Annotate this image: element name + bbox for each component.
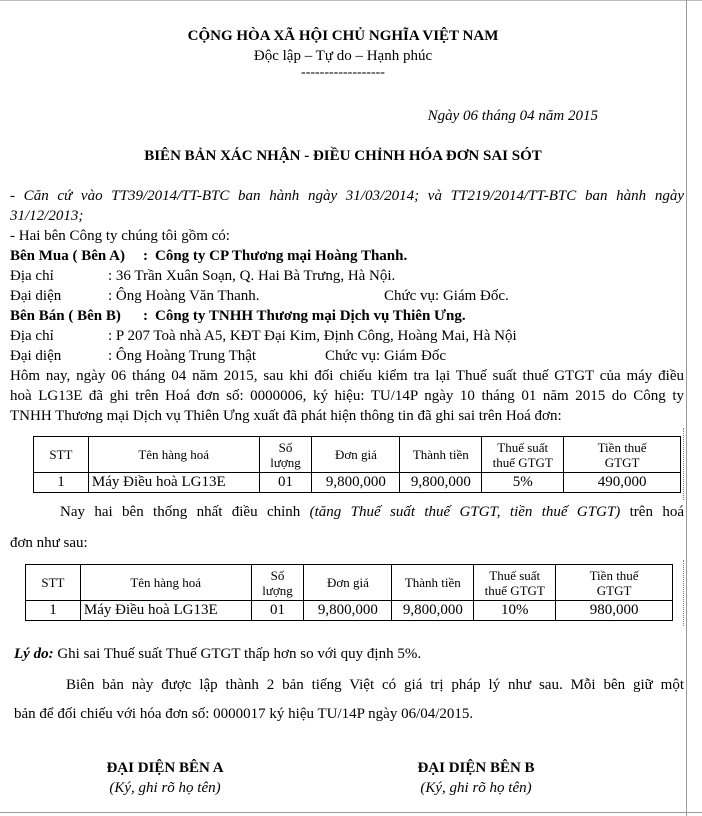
column-header-vat-rate-2: thuế GTGT: [492, 454, 553, 470]
cell-vat-rate: 5%: [482, 473, 564, 493]
column-header-vat-rate-1: Thuế suất: [489, 567, 541, 583]
column-header-amount: Thành tiền: [392, 565, 474, 601]
column-header-price: Đơn giá: [304, 565, 392, 601]
column-header-vat-amount: [556, 565, 673, 601]
statement-line-1: Hôm nay, ngày 06 tháng 04 năm 2015, sau khi đối chiếu kiểm tra lại Thuế suất thuế GTGT của máy điều: [10, 368, 684, 384]
cell-price: 9,800,000: [304, 601, 392, 621]
table-row: [26, 601, 673, 621]
conclusion-line-2: bản để đối chiếu với hóa đơn số: 0000017 ký hiệu TU/14P ngày 06/04/2015.: [14, 706, 474, 722]
document-title: BIÊN BẢN XÁC NHẬN - ĐIỀU CHỈNH HÓA ĐƠN SAI SÓT: [144, 148, 542, 164]
party-b-rep: : Ông Hoàng Trung Thật: [108, 348, 257, 364]
signature-a-note: (Ký, ghi rõ họ tên): [109, 780, 221, 796]
original-invoice-table: [33, 436, 681, 493]
column-header-vat-rate: [482, 437, 564, 473]
party-b-rep-label: Đại diện: [10, 348, 62, 364]
cell-name: Máy Điều hoà LG13E: [80, 601, 251, 621]
column-header-vat-amount-1: Tiền thuế: [589, 567, 639, 583]
party-b-address: : P 207 Toà nhà A5, KĐT Đại Kim, Định Công, Hoàng Mai, Hà Nội: [108, 328, 517, 344]
column-header-qty: [251, 565, 304, 601]
column-header-qty-1: Số: [278, 439, 293, 455]
table-guide-line: [683, 428, 684, 500]
cell-vat-amount: 980,000: [556, 601, 673, 621]
party-a-label: Bên Mua ( Bên A): [10, 248, 126, 264]
column-header-vat-amount-2: GTGT: [596, 582, 632, 598]
cell-price: 9,800,000: [312, 473, 400, 493]
signature-b-note: (Ký, ghi rõ họ tên): [420, 780, 532, 796]
table-row: [34, 473, 681, 493]
corrected-invoice-table: [25, 564, 673, 621]
party-b-label: Bên Bán ( Bên B): [10, 308, 121, 324]
column-header-amount: Thành tiền: [400, 437, 482, 473]
legal-basis-line-1: - Căn cứ vào TT39/2014/TT-BTC ban hành ngày 31/03/2014; và TT219/2014/TT-BTC ban hành ngày: [10, 188, 684, 204]
party-a-position: Chức vụ: Giám Đốc.: [384, 288, 509, 304]
party-a-rep: : Ông Hoàng Văn Thanh.: [108, 288, 260, 304]
table-header-row: [34, 437, 681, 473]
signature-a-title: ĐẠI DIỆN BÊN A: [106, 760, 224, 776]
cell-stt: 1: [26, 601, 81, 621]
page-border-top: [0, 0, 702, 1]
conclusion-line-1: Biên bản này được lập thành 2 bản tiếng Việt có giá trị pháp lý như sau. Mỗi bên giữ một: [66, 677, 684, 693]
column-header-name: Tên hàng hoá: [88, 437, 259, 473]
cell-vat-rate: 10%: [474, 601, 556, 621]
country-heading: CỘNG HÒA XÃ HỘI CHỦ NGHĨA VIỆT NAM: [187, 28, 499, 44]
party-b-sep: :: [143, 308, 148, 324]
column-header-vat-rate-1: Thuế suất: [497, 439, 549, 455]
party-a-address-label: Địa chỉ: [10, 268, 54, 284]
table-header-row: [26, 565, 673, 601]
document-date: Ngày 06 tháng 04 năm 2015: [427, 108, 598, 124]
page-border-bottom: [0, 812, 702, 813]
party-a-name: Công ty CP Thương mại Hoàng Thanh.: [155, 248, 408, 264]
cell-amount: 9,800,000: [392, 601, 474, 621]
cell-qty: 01: [259, 473, 312, 493]
adjust-intro-prefix: Nay hai bên thống nhất điều chỉnh: [60, 504, 310, 520]
column-header-name: Tên hàng hoá: [80, 565, 251, 601]
column-header-qty-2: lượng: [262, 582, 293, 598]
reason: [14, 646, 421, 663]
column-header-qty: [259, 437, 312, 473]
cell-amount: 9,800,000: [400, 473, 482, 493]
reason-text: Ghi sai Thuế suất Thuế GTGT thấp hơn so với quy định 5%.: [53, 646, 422, 662]
party-a-address: : 36 Trần Xuân Soạn, Q. Hai Bà Trưng, Hà Nội.: [108, 268, 396, 284]
table-guide-line-2: [683, 560, 684, 626]
cell-name: Máy Điều hoà LG13E: [88, 473, 259, 493]
column-header-price: Đơn giá: [312, 437, 400, 473]
column-header-qty-1: Số: [270, 567, 285, 583]
column-header-vat-amount: [564, 437, 681, 473]
cell-vat-amount: 490,000: [564, 473, 681, 493]
statement-line-3: TNHH Thương mại Dịch vụ Thiên Ưng xuất đã phát hiện thông tin đã ghi sai trên Hoá đơn:: [10, 408, 562, 424]
page-border-right: [686, 0, 687, 816]
legal-basis-line-2: 31/12/2013;: [10, 208, 84, 224]
column-header-stt: STT: [34, 437, 89, 473]
cell-stt: 1: [34, 473, 89, 493]
party-b-name: Công ty TNHH Thương mại Dịch vụ Thiên Ưng.: [155, 308, 466, 324]
column-header-vat-amount-2: GTGT: [604, 454, 640, 470]
motto: Độc lập – Tự do – Hạnh phúc: [253, 48, 433, 64]
column-header-vat-amount-1: Tiền thuế: [597, 439, 647, 455]
cell-qty: 01: [251, 601, 304, 621]
adjust-intro-line-1: [60, 504, 684, 521]
column-header-vat-rate: [474, 565, 556, 601]
party-a-rep-label: Đại diện: [10, 288, 62, 304]
adjust-intro-line-2: đơn như sau:: [10, 535, 88, 551]
adjust-intro-suffix: trên hoá: [620, 504, 684, 520]
party-b-position: Chức vụ: Giám Đốc: [325, 348, 447, 364]
adjust-intro-italic: (tăng Thuế suất thuế GTGT, tiền thuế GTGT): [309, 504, 621, 520]
statement-line-2: hoà LG13E đã ghi trên Hoá đơn số: 0000006, ký hiệu: TU/14P ngày 10 tháng 01 năm 2015 do Công ty: [10, 388, 684, 404]
column-header-vat-rate-2: thuế GTGT: [484, 582, 545, 598]
reason-label: Lý do:: [14, 646, 54, 662]
parties-intro: - Hai bên Công ty chúng tôi gồm có:: [10, 228, 230, 244]
signature-b-title: ĐẠI DIỆN BÊN B: [417, 760, 535, 776]
motto-rule: ------------------: [301, 65, 385, 80]
column-header-stt: STT: [26, 565, 81, 601]
party-b-address-label: Địa chỉ: [10, 328, 54, 344]
column-header-qty-2: lượng: [270, 454, 301, 470]
party-a-sep: :: [143, 248, 148, 264]
